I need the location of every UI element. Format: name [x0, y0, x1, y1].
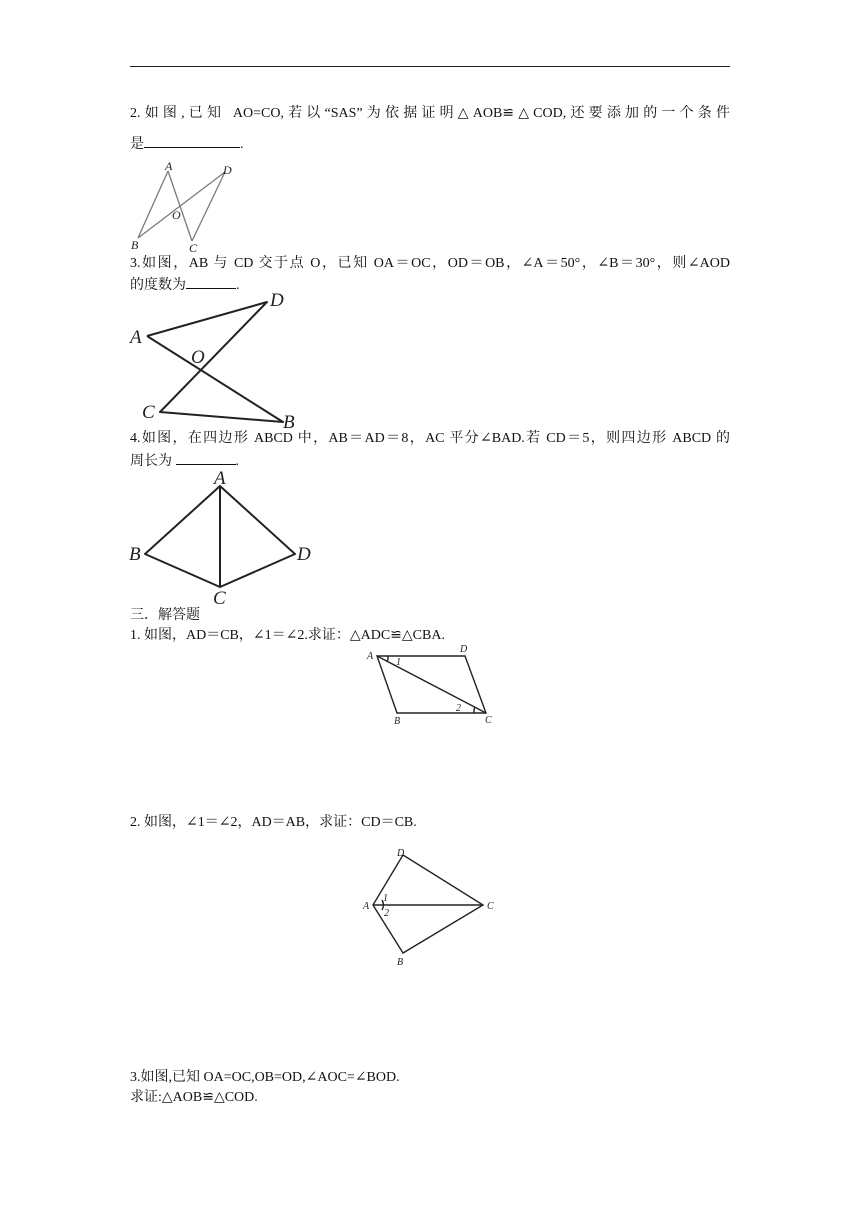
p3-text-line2: 求证:△AOB≌△COD. — [130, 1090, 258, 1105]
q2-label-c: C — [189, 241, 198, 255]
p2-label-d: D — [397, 848, 405, 859]
q3-text-line1: 3.如图，AB 与 CD 交于点 O，已知 OA＝OC，OD＝OB，∠A＝50°，∠B＝30°，则∠AOD — [130, 256, 730, 271]
q3-prefix: 的度数为 — [130, 278, 186, 293]
p2-label-b: B — [397, 957, 404, 968]
p2-label-a: A — [363, 901, 370, 912]
q3-label-b: B — [283, 412, 295, 433]
p1-angle-arc-1 — [387, 656, 388, 662]
q2-segment-ab — [138, 171, 168, 238]
q3-bowtie — [147, 302, 283, 422]
p1-angle-arc-2 — [474, 707, 475, 713]
p1-angle-2: 2 — [456, 703, 461, 714]
p2-kite — [373, 855, 483, 953]
q4-label-b: B — [129, 544, 141, 565]
p1-label-a: A — [367, 651, 374, 662]
p1-text: 1. 如图，AD＝CB，∠1＝∠2.求证：△ADC≌△CBA. — [130, 628, 445, 643]
q3-answer-blank — [186, 274, 236, 289]
q2-label-d: D — [223, 163, 232, 177]
q2-figure — [125, 158, 240, 258]
p1-label-d: D — [460, 644, 468, 655]
q2-suffix: . — [240, 137, 244, 152]
q2-segment-dc — [192, 172, 225, 241]
q2-label-b: B — [131, 238, 139, 252]
q2-answer-blank — [144, 133, 240, 148]
p2-angle-1: 1 — [383, 893, 388, 904]
q3-label-a: A — [130, 327, 142, 348]
p2-label-c: C — [487, 901, 494, 912]
p1-angle-1: 1 — [396, 657, 401, 668]
p2-angle-2: 2 — [384, 908, 389, 919]
q4-label-a: A — [214, 468, 226, 489]
q3-label-d: D — [270, 290, 284, 311]
p1-label-b: B — [394, 716, 401, 727]
q4-suffix: . — [235, 454, 239, 469]
header-rule — [130, 66, 730, 67]
q4-prefix: 周长为 — [130, 454, 176, 469]
p1-label-c: C — [485, 715, 492, 726]
q3-label-c: C — [142, 402, 155, 423]
p1-figure — [360, 645, 500, 730]
p2-figure — [355, 843, 505, 968]
q4-text-line1: 4.如图，在四边形 ABCD 中，AB＝AD＝8，AC 平分∠BAD.若 CD＝5，则四边形 ABCD 的 — [130, 431, 730, 446]
q4-label-d: D — [297, 544, 311, 565]
q2-prefix: 是 — [130, 137, 144, 152]
q2-text-line2 — [130, 133, 244, 155]
section-heading: 三．解答题 — [130, 608, 200, 623]
q3-label-o: O — [191, 347, 205, 368]
q4-label-c: C — [213, 588, 226, 609]
q2-label-a: A — [165, 159, 173, 173]
q3-suffix: . — [236, 278, 240, 293]
q2-label-o: O — [172, 208, 181, 222]
q3-figure — [125, 290, 315, 433]
q4-figure — [125, 466, 320, 611]
q4-answer-blank — [176, 450, 236, 465]
p3-text-line1: 3.如图,已知 OA=OC,OB=OD,∠AOC=∠BOD. — [130, 1070, 400, 1085]
q2-text-line1: 2.如图,已知 AO=CO,若以“SAS”为依据证明△AOB≌△COD,还要添加的一个条件 — [130, 106, 730, 121]
q2-segment-db — [138, 172, 225, 238]
p2-text: 2. 如图，∠1＝∠2，AD＝AB，求证：CD＝CB. — [130, 815, 417, 830]
